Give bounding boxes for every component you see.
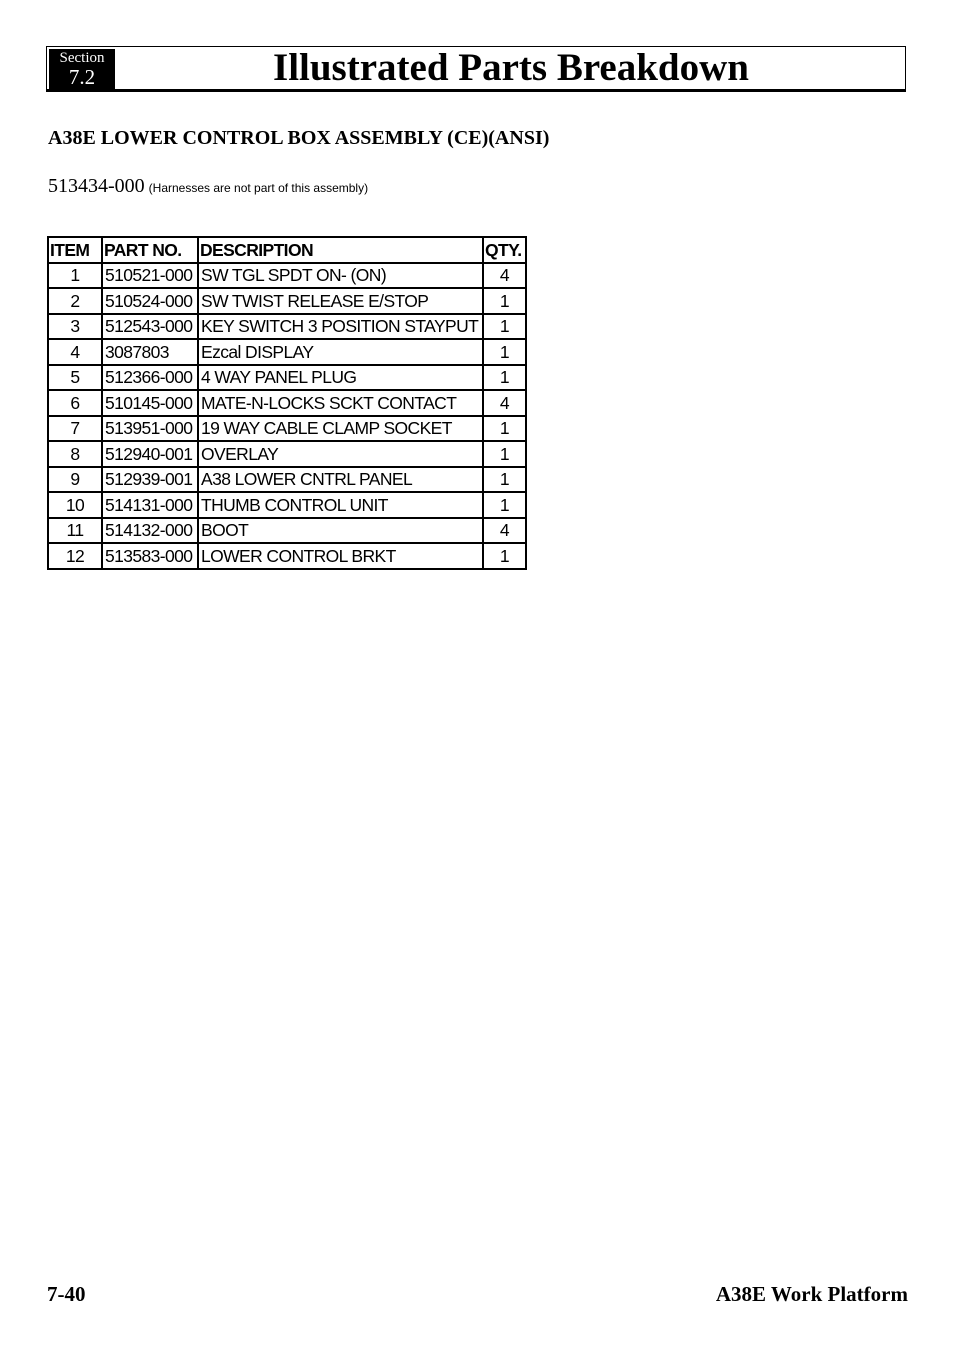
cell-item: 3	[48, 314, 102, 340]
cell-description: SW TGL SPDT ON- (ON)	[198, 263, 483, 289]
cell-part-no: 512940-001	[102, 441, 198, 467]
cell-item: 6	[48, 390, 102, 416]
cell-qty: 1	[483, 314, 526, 340]
header-description: DESCRIPTION	[198, 237, 483, 263]
table-row	[48, 390, 526, 416]
cell-description: MATE-N-LOCKS SCKT CONTACT	[198, 390, 483, 416]
page-header	[46, 46, 906, 90]
cell-description: A38 LOWER CNTRL PANEL	[198, 467, 483, 493]
table-row	[48, 416, 526, 442]
cell-qty: 1	[483, 441, 526, 467]
footer-page-number: 7-40	[47, 1282, 86, 1306]
table-row	[48, 314, 526, 340]
cell-item: 2	[48, 288, 102, 314]
cell-item: 5	[48, 365, 102, 391]
cell-part-no: 513583-000	[102, 543, 198, 569]
cell-part-no: 510521-000	[102, 263, 198, 289]
footer-product-name: A38E Work Platform	[715, 1282, 908, 1306]
table-header-row	[48, 237, 526, 263]
cell-description: LOWER CONTROL BRKT	[198, 543, 483, 569]
cell-item: 12	[48, 543, 102, 569]
cell-description: OVERLAY	[198, 441, 483, 467]
table-row	[48, 339, 526, 365]
cell-part-no: 514131-000	[102, 492, 198, 518]
page-title: Illustrated Parts Breakdown	[273, 46, 749, 89]
table-row	[48, 467, 526, 493]
cell-description: KEY SWITCH 3 POSITION STAYPUT	[198, 314, 483, 340]
table-row	[48, 288, 526, 314]
cell-qty: 4	[483, 263, 526, 289]
assembly-title: A38E LOWER CONTROL BOX ASSEMBLY (CE)(ANSI)	[48, 127, 550, 149]
cell-item: 8	[48, 441, 102, 467]
cell-description: 19 WAY CABLE CLAMP SOCKET	[198, 416, 483, 442]
cell-item: 9	[48, 467, 102, 493]
cell-part-no: 512939-001	[102, 467, 198, 493]
cell-item: 7	[48, 416, 102, 442]
table-row	[48, 518, 526, 544]
header-item: ITEM	[48, 237, 102, 263]
section-number: 7.2	[68, 65, 96, 89]
assembly-number: 513434-000	[48, 175, 145, 197]
cell-qty: 1	[483, 365, 526, 391]
cell-description: BOOT	[198, 518, 483, 544]
cell-item: 4	[48, 339, 102, 365]
table-row	[48, 441, 526, 467]
table-row	[48, 365, 526, 391]
cell-part-no: 3087803	[102, 339, 198, 365]
cell-part-no: 512366-000	[102, 365, 198, 391]
cell-description: THUMB CONTROL UNIT	[198, 492, 483, 518]
cell-item: 11	[48, 518, 102, 544]
assembly-note: (Harnesses are not part of this assembly)	[148, 181, 369, 195]
cell-qty: 4	[483, 518, 526, 544]
cell-part-no: 514132-000	[102, 518, 198, 544]
cell-qty: 1	[483, 543, 526, 569]
cell-description: Ezcal DISPLAY	[198, 339, 483, 365]
cell-qty: 1	[483, 492, 526, 518]
cell-part-no: 510145-000	[102, 390, 198, 416]
table-row	[48, 492, 526, 518]
cell-part-no: 513951-000	[102, 416, 198, 442]
table-row	[48, 543, 526, 569]
cell-qty: 1	[483, 467, 526, 493]
cell-item: 1	[48, 263, 102, 289]
cell-qty: 1	[483, 339, 526, 365]
header-qty: QTY.	[483, 237, 526, 263]
table-row	[48, 263, 526, 289]
cell-item: 10	[48, 492, 102, 518]
cell-qty: 4	[483, 390, 526, 416]
cell-qty: 1	[483, 416, 526, 442]
cell-description: SW TWIST RELEASE E/STOP	[198, 288, 483, 314]
header-part-no: PART NO.	[102, 237, 198, 263]
cell-part-no: 512543-000	[102, 314, 198, 340]
cell-qty: 1	[483, 288, 526, 314]
cell-description: 4 WAY PANEL PLUG	[198, 365, 483, 391]
assembly-number-line	[48, 174, 368, 200]
cell-part-no: 510524-000	[102, 288, 198, 314]
section-word: Section	[59, 50, 105, 66]
parts-table	[47, 236, 527, 570]
section-badge	[49, 49, 115, 89]
